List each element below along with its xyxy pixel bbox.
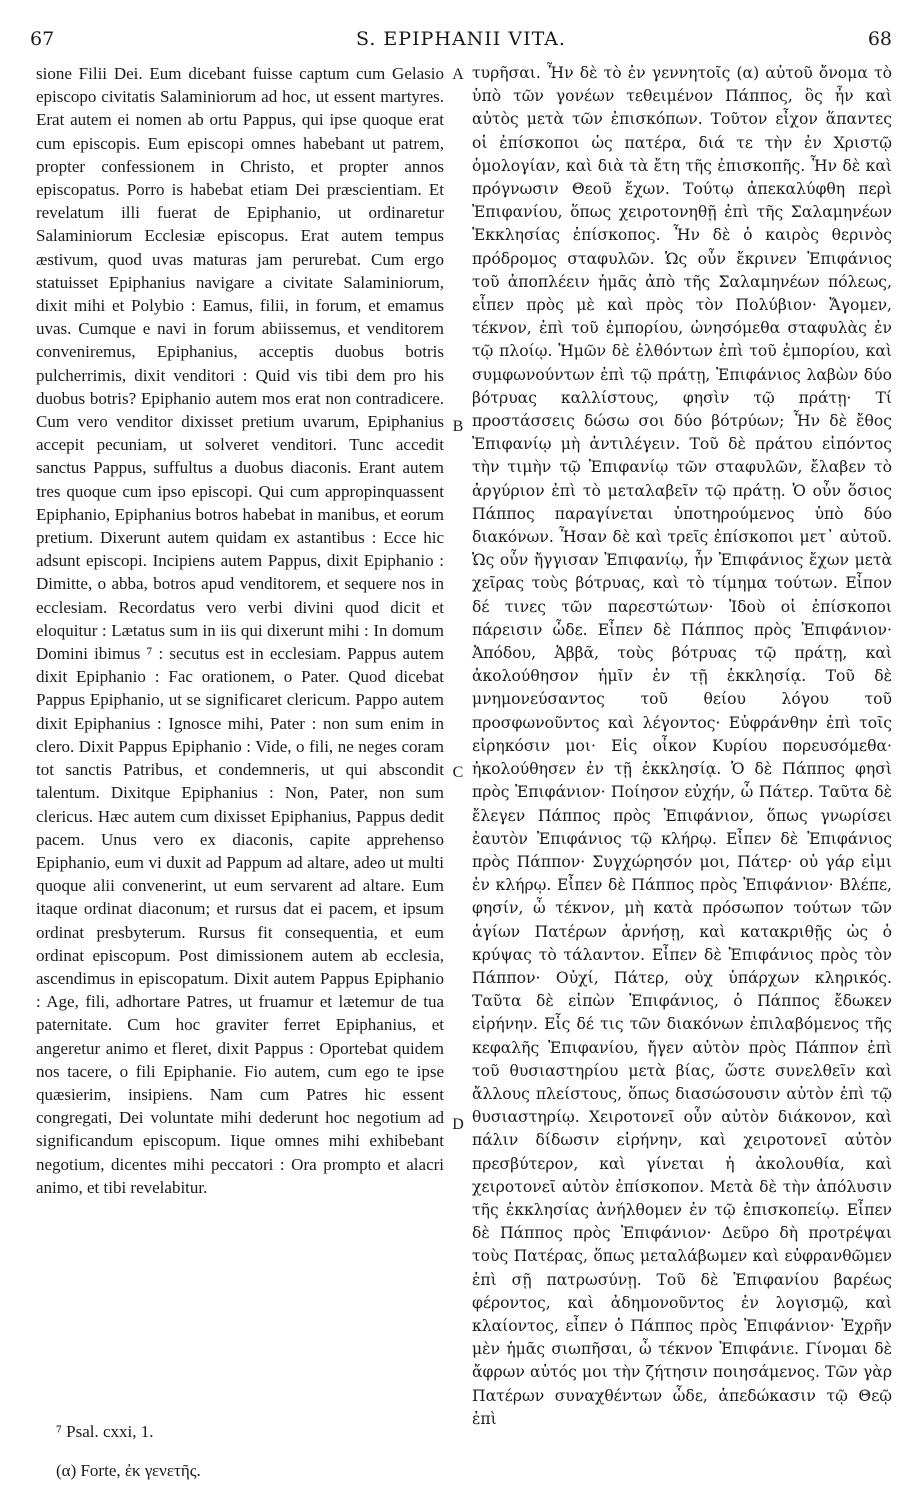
latin-text: sione Filii Dei. Eum dicebant fuisse captum cum Gelasio episcopo civitatis Salaminiorum ad hoc, ut essent martyres. Erat autem ei nomen ab ortu Pappus, qui ipse quoque erat cum episcopis. Eum episcopi omnes habebant ut patrem, propter confessionem in Christo, et propter annos episcopatus. Porro is habebat etiam Dei præscientiam. Et revelatum illi fuerat de Epiphanio, ut ordinaretur Salaminiorum Ecclesiæ episcopus. Erat autem tempus æstivum, quod uvas maturas jam perurebat. Cum ergo statuisset Epiphanius navigare a civitate Salaminiorum, dixit mihi et Polybio : Eamus, filii, in forum, et emamus uvas. Cumque e navi in forum abiissemus, et venditorem conveniremus, Epiphanius, acceptis duobus botris pulcherrimis, dixit venditori : Quid vis tibi dem pro his duobus botris? Epiphanio autem mos erat non contradicere. Cum vero venditor dixisset pretium uvarum, Epiphanius accepit pecuniam, ut solveret venditori. Tunc accedit sanctus Pappus, suffultus a duobus diaconis. Erant autem tres quoque cum ipso episcopi. Qui cum appropinquassent Epiphanio, Epiphanius botros habebat in manibus, et eorum pretium. Dixerunt autem quidam ex astantibus : Ecce hic adsunt episcopi. Incipiens autem Pappus, dixit Epiphanio : Dimitte, o abba, botros apud venditorem, et sequere nos in ecclesiam. Recordatus vero verbi divini quod dicit et eloquitur : Lætatus sum in iis qui dixerunt mihi : In domum Domini ibimus ⁷ : secutus est in ecclesiam. Pappus autem dixit Epiphanio : Fac orationem, o Pater. Quod dicebat Pappus Epiphanio, ut se significaret clericum. Pappo autem dixit Epiphanius : Ignosce mihi, Pater : non sum enim in clero. Dixit Pappus Epiphanio : Vide, o fili, ne neges coram tot sanctis Patribus, et condemneris, ut qui abscondit talentum. Dixitque Epiphanius : Non, Pater, non sum clericus. Hæc autem cum dixisset Epiphanius, Pappus dedit pacem. Unus vero ex diaconis, capite apprehenso Epiphanio, eum vi duxit ad Pappum ad altare, adeo ut multi quoque alii convenerint, ut eum servarent ad altare. Eum itaque ordinat diaconum; et rursus dat ei pacem, et ipsum ordinat presbyterum. Rursus fit consequentia, et eum ordinat episcopum. Post dimissionem autem ab ecclesia, ascendimus in episcopatum. Dixit autem Pappus Epiphanio : Age, fili, adhortare Patres, ut fruamur et lætemur de tua paternitate. Cum hoc graviter ferret Epiphanius, et angeretur animo et fleret, dixit Pappus : Oportebat quidem nos tacere, o fili Epiphanie. Fio autem, cum ego te ipse quæsierim, insipiens. Nam cum Patres hic essent congregati, Dei voluntate mihi dederunt hoc negotium ad significandum episcopum. Iique omnes mihi exhibebant negotium, dicentes mihi peccatori : Ora prompto et alacri animo, et tibi revelabitur. <box>36 64 444 1197</box>
margin-marker-c: C <box>452 764 464 781</box>
page-number-left: 67 <box>30 28 55 50</box>
footnotes <box>36 1422 456 1500</box>
running-title: S. EPIPHANII VITA. <box>356 28 566 50</box>
page-header <box>30 28 892 54</box>
latin-column <box>36 62 444 1382</box>
margin-marker-d: D <box>452 1116 464 1133</box>
footnote-forte: (α) Forte, ἐκ γενετῆς. <box>56 1461 201 1480</box>
footnote-psalm: ⁷ Psal. cxxi, 1. <box>56 1422 154 1441</box>
greek-column <box>472 62 892 1428</box>
margin-marker-a: A <box>452 66 464 83</box>
margin-marker-b: B <box>452 418 464 435</box>
greek-text: τυρῆσαι. Ἦν δὲ τὸ ἐν γεννητοῖς (α) αὐτοῦ ὄνομα τὸ ὑπὸ τῶν γονέων τεθειμένον Πάππος, ὃς ἦν καὶ αὐτὸς μετὰ τῶν ἐπισκόπων. Τοῦτον εἶχον ἅπαντες οἱ ἐπίσκοποι ὡς πατέρα, διά τε τὴν ἐν Χριστῷ ὁμολογίαν, καὶ διὰ τὰ ἔτη τῆς ἐπισκοπῆς. Ἦν δὲ καὶ πρόγνωσιν Θεοῦ ἔχων. Τούτῳ ἀπεκαλύφθη περὶ Ἐπιφανίου, ὅπως χειροτονηθῇ ἐπὶ τῆς Σαλαμηνέων Ἐκκλησίας ἐπίσκοπος. Ἦν δὲ ὁ καιρὸς θερινὸς πρόδρομος σταφυλῶν. Ὡς οὖν ἔκρινεν Ἐπιφάνιος τοῦ ἀποπλέειν ἡμᾶς ἀπὸ τῆς Σαλαμηνέων πόλεως, εἶπεν πρὸς μὲ καὶ πρὸς τὸν Πολύβιον· Ἄγομεν, τέκνον, ἐπὶ τοῦ ἐμπορίου, ὠνησόμεθα σταφυλὰς ἐν τῷ πλοίῳ. Ἡμῶν δὲ ἐλθόντων ἐπὶ τοῦ ἐμπορίου, καὶ συμφωνούντων ἐπὶ τῷ πράτῃ, Ἐπιφάνιος λαβὼν δύο βότρυας καλλίστους, φησὶν τῷ πράτῃ· Τί προστάσσεις δώσω σοι δύο βότρύων; Ἦν δὲ ἔθος Ἐπιφανίῳ μὴ ἀντιλέγειν. Τοῦ δὲ πράτου εἰπόντος τὴν τιμὴν τῷ Ἐπιφανίῳ τῶν σταφυλῶν, ἔλαβεν τὸ ἀργύριον ἐπὶ τὸ μεταλαβεῖν τῷ πράτῃ. Ὁ οὖν ὅσιος Πάππος παραγίνεται ὑποτηρούμενος ὑπὸ δύο διακόνων. Ἦσαν δὲ καὶ τρεῖς ἐπίσκοποι μετ᾽ αὐτοῦ. Ὡς οὖν ἤγγισαν Ἐπιφανίῳ, ἦν Ἐπιφάνιος ἔχων μετὰ χεῖρας τοὺς βότρυας, καὶ τὸ τίμημα τούτων. Εἶπον δέ τινες τῶν παρεστώτων· Ἰδοὺ οἱ ἐπίσκοποι πάρεισιν ὧδε. Εἶπεν δὲ Πάππος πρὸς Ἐπιφάνιον· Ἀπόδου, Ἀββᾶ, τοὺς βότρυας τῷ πράτῃ, καὶ ἀκολούθησον ἡμῖν ἐν τῇ ἐκκλησίᾳ. Τοῦ δὲ μνημονεύσαντος τοῦ θείου λόγου τοῦ προσφωνοῦντος καὶ λέγοντος· Εὐφράνθην ἐπὶ τοῖς εἰρηκόσιν μοι· Εἰς οἶκον Κυρίου πορευσόμεθα· ἠκολούθησεν ἐν τῇ ἐκκλησίᾳ. Ὁ δὲ Πάππος φησὶ πρὸς Ἐπιφάνιον· Ποίησον εὐχήν, ὦ Πάτερ. Ταῦτα δὲ ἔλεγεν Πάππος πρὸς Ἐπιφάνιον, ὅπως γνωρίσει ἑαυτὸν Ἐπιφάνιος τῷ κλήρῳ. Εἶπεν δὲ Ἐπιφάνιος πρὸς Πάππον· Συγχώρησόν μοι, Πάτερ· οὐ γάρ εἰμι ἐν κλήρῳ. Εἶπεν δὲ Πάππος πρὸς Ἐπιφάνιον· Βλέπε, φησίν, ὦ τέκνον, μὴ κατὰ πρόσωπον τούτων τῶν ἁγίων Πατέρων ἀρνήσῃ, καὶ κατακριθῇς ὡς ὁ κρύψας τὸ τάλαντον. Εἶπεν δὲ Ἐπιφάνιος πρὸς τὸν Πάππον· Οὐχί, Πάτερ, οὐχ ὑπάρχων κληρικός. Ταῦτα δὲ εἰπὼν Ἐπιφάνιος, ὁ Πάππος ἔδωκεν εἰρήνην. Εἷς δέ τις τῶν διακόνων ἐπιλαβόμενος τῆς κεφαλῆς Ἐπιφανίου, ἤγεν αὐτὸν πρὸς Πάππον ἐπὶ τοῦ θυσιαστηρίου μετὰ βίας, ὥστε συνελθεῖν καὶ ἄλλους πλείστους, ὅπως διασώσουσιν αὐτὸν ἐπὶ τῷ θυσιαστηρίῳ. Χειροτονεῖ οὖν αὐτὸν διάκονον, καὶ πάλιν δίδωσιν εἰρήνην, καὶ χειροτονεῖ αὐτὸν πρεσβύτερον, καὶ γίνεται ἡ ἀκολουθία, καὶ χειροτονεῖ αὐτὸν ἐπίσκοπον. Μετὰ δὲ τὴν ἀπόλυσιν τῆς ἐκκλησίας ἀνήλθομεν ἐν τῷ ἐπισκοπείῳ. Εἶπεν δὲ Πάππος πρὸς Ἐπιφάνιον· Δεῦρο δὴ προτρέψαι τοὺς Πατέρας, ὅπως μεταλάβωμεν καὶ εὐφρανθῶμεν ἐπὶ σῇ πατρωσύνῃ. Τοῦ δὲ Ἐπιφανίου βαρέως φέροντος, καὶ ἀδημονοῦντος ἐν λογισμῷ, καὶ κλαίοντος, εἶπεν ὁ Πάππος πρὸς Ἐπιφάνιον· Ἐχρῆν μὲν ἡμᾶς σιωπῆσαι, ὦ τέκνον Ἐπιφάνιε. Γίνομαι δὲ ἄφρων αὐτός μοι τὴν ζήτησιν ποιησάμενος. Τῶν γὰρ Πατέρων συναχθέντων ὧδε, ἀπεδώκασιν τῷ Θεῷ ἐπὶ <box>472 64 892 1428</box>
page-number-right: 68 <box>867 28 892 50</box>
